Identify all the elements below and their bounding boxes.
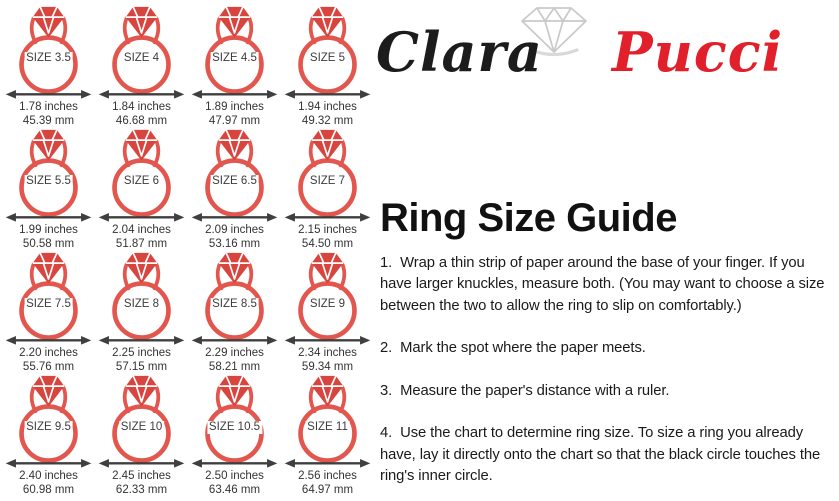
- size-inches-value: 2.56 inches: [298, 470, 357, 482]
- ring-measurements: [188, 224, 281, 252]
- ring-measurements: [95, 470, 188, 498]
- step-number: 4.: [380, 425, 393, 442]
- ring-size-cell: [188, 250, 281, 373]
- ring-icon-wrap: [95, 250, 188, 346]
- step-number: 2.: [380, 340, 393, 357]
- size-inches-value: 1.99 inches: [19, 224, 78, 236]
- ring-size-label: SIZE 6.5: [212, 175, 257, 187]
- ring-size-cell: [188, 373, 281, 496]
- ring-size-label: SIZE 5.5: [26, 175, 71, 187]
- size-mm-value: 58.21 mm: [208, 360, 261, 373]
- ring-measurements: [281, 470, 374, 498]
- ring-size-label: SIZE 9: [309, 298, 346, 310]
- ring-size-cell: [2, 250, 95, 373]
- ring-size-cell: [281, 373, 374, 496]
- ring-size-cell: [188, 127, 281, 250]
- ring-icon-wrap: [2, 127, 95, 223]
- ring-size-cell: [2, 127, 95, 250]
- size-inches-value: 1.89 inches: [205, 101, 264, 113]
- size-inches-value: 2.15 inches: [298, 224, 357, 236]
- ring-size-cell: [188, 4, 281, 127]
- size-mm-value: 49.32 mm: [301, 114, 354, 127]
- size-inches-value: 1.94 inches: [298, 101, 357, 113]
- ring-size-cell: [95, 4, 188, 127]
- size-mm-value: 64.97 mm: [301, 483, 354, 496]
- ring-size-label: SIZE 11: [307, 421, 348, 433]
- ring-size-cell: [95, 373, 188, 496]
- size-inches-value: 2.25 inches: [112, 347, 171, 359]
- size-mm-value: 45.39 mm: [22, 114, 75, 127]
- ring-size-cell: [2, 373, 95, 496]
- size-mm-value: 47.97 mm: [208, 114, 261, 127]
- instruction-step-4: [380, 423, 836, 487]
- ring-size-label: SIZE 8.5: [212, 298, 257, 310]
- ring-size-label: SIZE 6: [123, 175, 160, 187]
- brand-name-pucci: Pucci: [612, 20, 784, 84]
- size-mm-value: 59.34 mm: [301, 360, 354, 373]
- ring-measurements: [2, 224, 95, 252]
- ring-size-label: SIZE 8: [123, 298, 160, 310]
- ring-icon-wrap: [95, 373, 188, 469]
- ring-icon-wrap: [2, 250, 95, 346]
- size-mm-value: 50.58 mm: [22, 237, 75, 250]
- ring-size-label: SIZE 10: [120, 421, 163, 433]
- size-inches-value: 2.29 inches: [205, 347, 264, 359]
- ring-icon-wrap: [95, 4, 188, 100]
- size-inches-value: 1.78 inches: [19, 101, 78, 113]
- instruction-step-1: [380, 253, 836, 317]
- ring-icon-wrap: [2, 373, 95, 469]
- ring-size-cell: [281, 4, 374, 127]
- size-inches-value: 1.84 inches: [112, 101, 171, 113]
- ring-measurements: [188, 470, 281, 498]
- size-inches-value: 2.20 inches: [19, 347, 78, 359]
- ring-icon-wrap: [281, 250, 374, 346]
- step-text: Measure the paper's distance with a ruler.: [400, 382, 670, 399]
- size-mm-value: 62.33 mm: [115, 483, 168, 496]
- size-inches-value: 2.04 inches: [112, 224, 171, 236]
- brand-name-clara: Clara: [376, 20, 543, 84]
- instructions-list: [380, 253, 836, 501]
- size-mm-value: 46.68 mm: [115, 114, 168, 127]
- size-mm-value: 63.46 mm: [208, 483, 261, 496]
- size-mm-value: 60.98 mm: [22, 483, 75, 496]
- ring-icon-wrap: [188, 250, 281, 346]
- step-text: Wrap a thin strip of paper around the base of your finger. If you have larger knuckles, measure both. (You may want to choose a size between the two to allow the ring to slip on comfortably.): [380, 255, 825, 314]
- ring-measurements: [2, 101, 95, 129]
- brand-logo: [374, 4, 814, 99]
- ring-size-label: SIZE 9.5: [26, 421, 71, 433]
- ring-measurements: [281, 101, 374, 129]
- instruction-step-2: [380, 338, 836, 359]
- ring-measurements: [95, 101, 188, 129]
- ring-measurements: [95, 347, 188, 375]
- ring-measurements: [95, 224, 188, 252]
- step-text: Mark the spot where the paper meets.: [400, 340, 646, 357]
- ring-icon-wrap: [188, 373, 281, 469]
- ring-measurements: [2, 347, 95, 375]
- ring-icon-wrap: [95, 127, 188, 223]
- ring-size-label: SIZE 5: [309, 52, 346, 64]
- size-mm-value: 57.15 mm: [115, 360, 168, 373]
- ring-icon-wrap: [2, 4, 95, 100]
- ring-icon-wrap: [188, 127, 281, 223]
- ring-size-cell: [95, 127, 188, 250]
- ring-icon-wrap: [281, 4, 374, 100]
- ring-size-chart: [0, 4, 374, 496]
- size-mm-value: 51.87 mm: [115, 237, 168, 250]
- ring-size-label: SIZE 4: [123, 52, 160, 64]
- ring-size-label: SIZE 10.5: [208, 421, 261, 433]
- size-inches-value: 2.09 inches: [205, 224, 264, 236]
- step-number: 1.: [380, 255, 393, 271]
- step-text: Use the chart to determine ring size. To size a ring you already have, lay it directly onto the chart so that the black circle touches the ring's inner circle.: [380, 425, 821, 485]
- size-mm-value: 53.16 mm: [208, 237, 261, 250]
- ring-size-label: SIZE 4.5: [212, 52, 257, 64]
- ring-size-cell: [281, 250, 374, 373]
- size-inches-value: 2.45 inches: [112, 470, 171, 482]
- instruction-step-3: [380, 381, 836, 402]
- ring-measurements: [188, 347, 281, 375]
- ring-measurements: [281, 224, 374, 252]
- ring-icon-wrap: [188, 4, 281, 100]
- ring-icon-wrap: [281, 127, 374, 223]
- ring-measurements: [188, 101, 281, 129]
- ring-icon-wrap: [281, 373, 374, 469]
- step-number: 3.: [380, 382, 393, 399]
- ring-size-label: SIZE 7: [309, 175, 346, 187]
- ring-size-label: SIZE 3.5: [26, 52, 71, 64]
- size-inches-value: 2.40 inches: [19, 470, 78, 482]
- size-inches-value: 2.50 inches: [205, 470, 264, 482]
- ring-size-cell: [281, 127, 374, 250]
- size-inches-value: 2.34 inches: [298, 347, 357, 359]
- ring-size-cell: [2, 4, 95, 127]
- ring-measurements: [2, 470, 95, 498]
- page-title: Ring Size Guide: [380, 196, 677, 240]
- size-mm-value: 54.50 mm: [301, 237, 354, 250]
- ring-size-label: SIZE 7.5: [26, 298, 71, 310]
- ring-measurements: [281, 347, 374, 375]
- ring-size-cell: [95, 250, 188, 373]
- size-mm-value: 55.76 mm: [22, 360, 75, 373]
